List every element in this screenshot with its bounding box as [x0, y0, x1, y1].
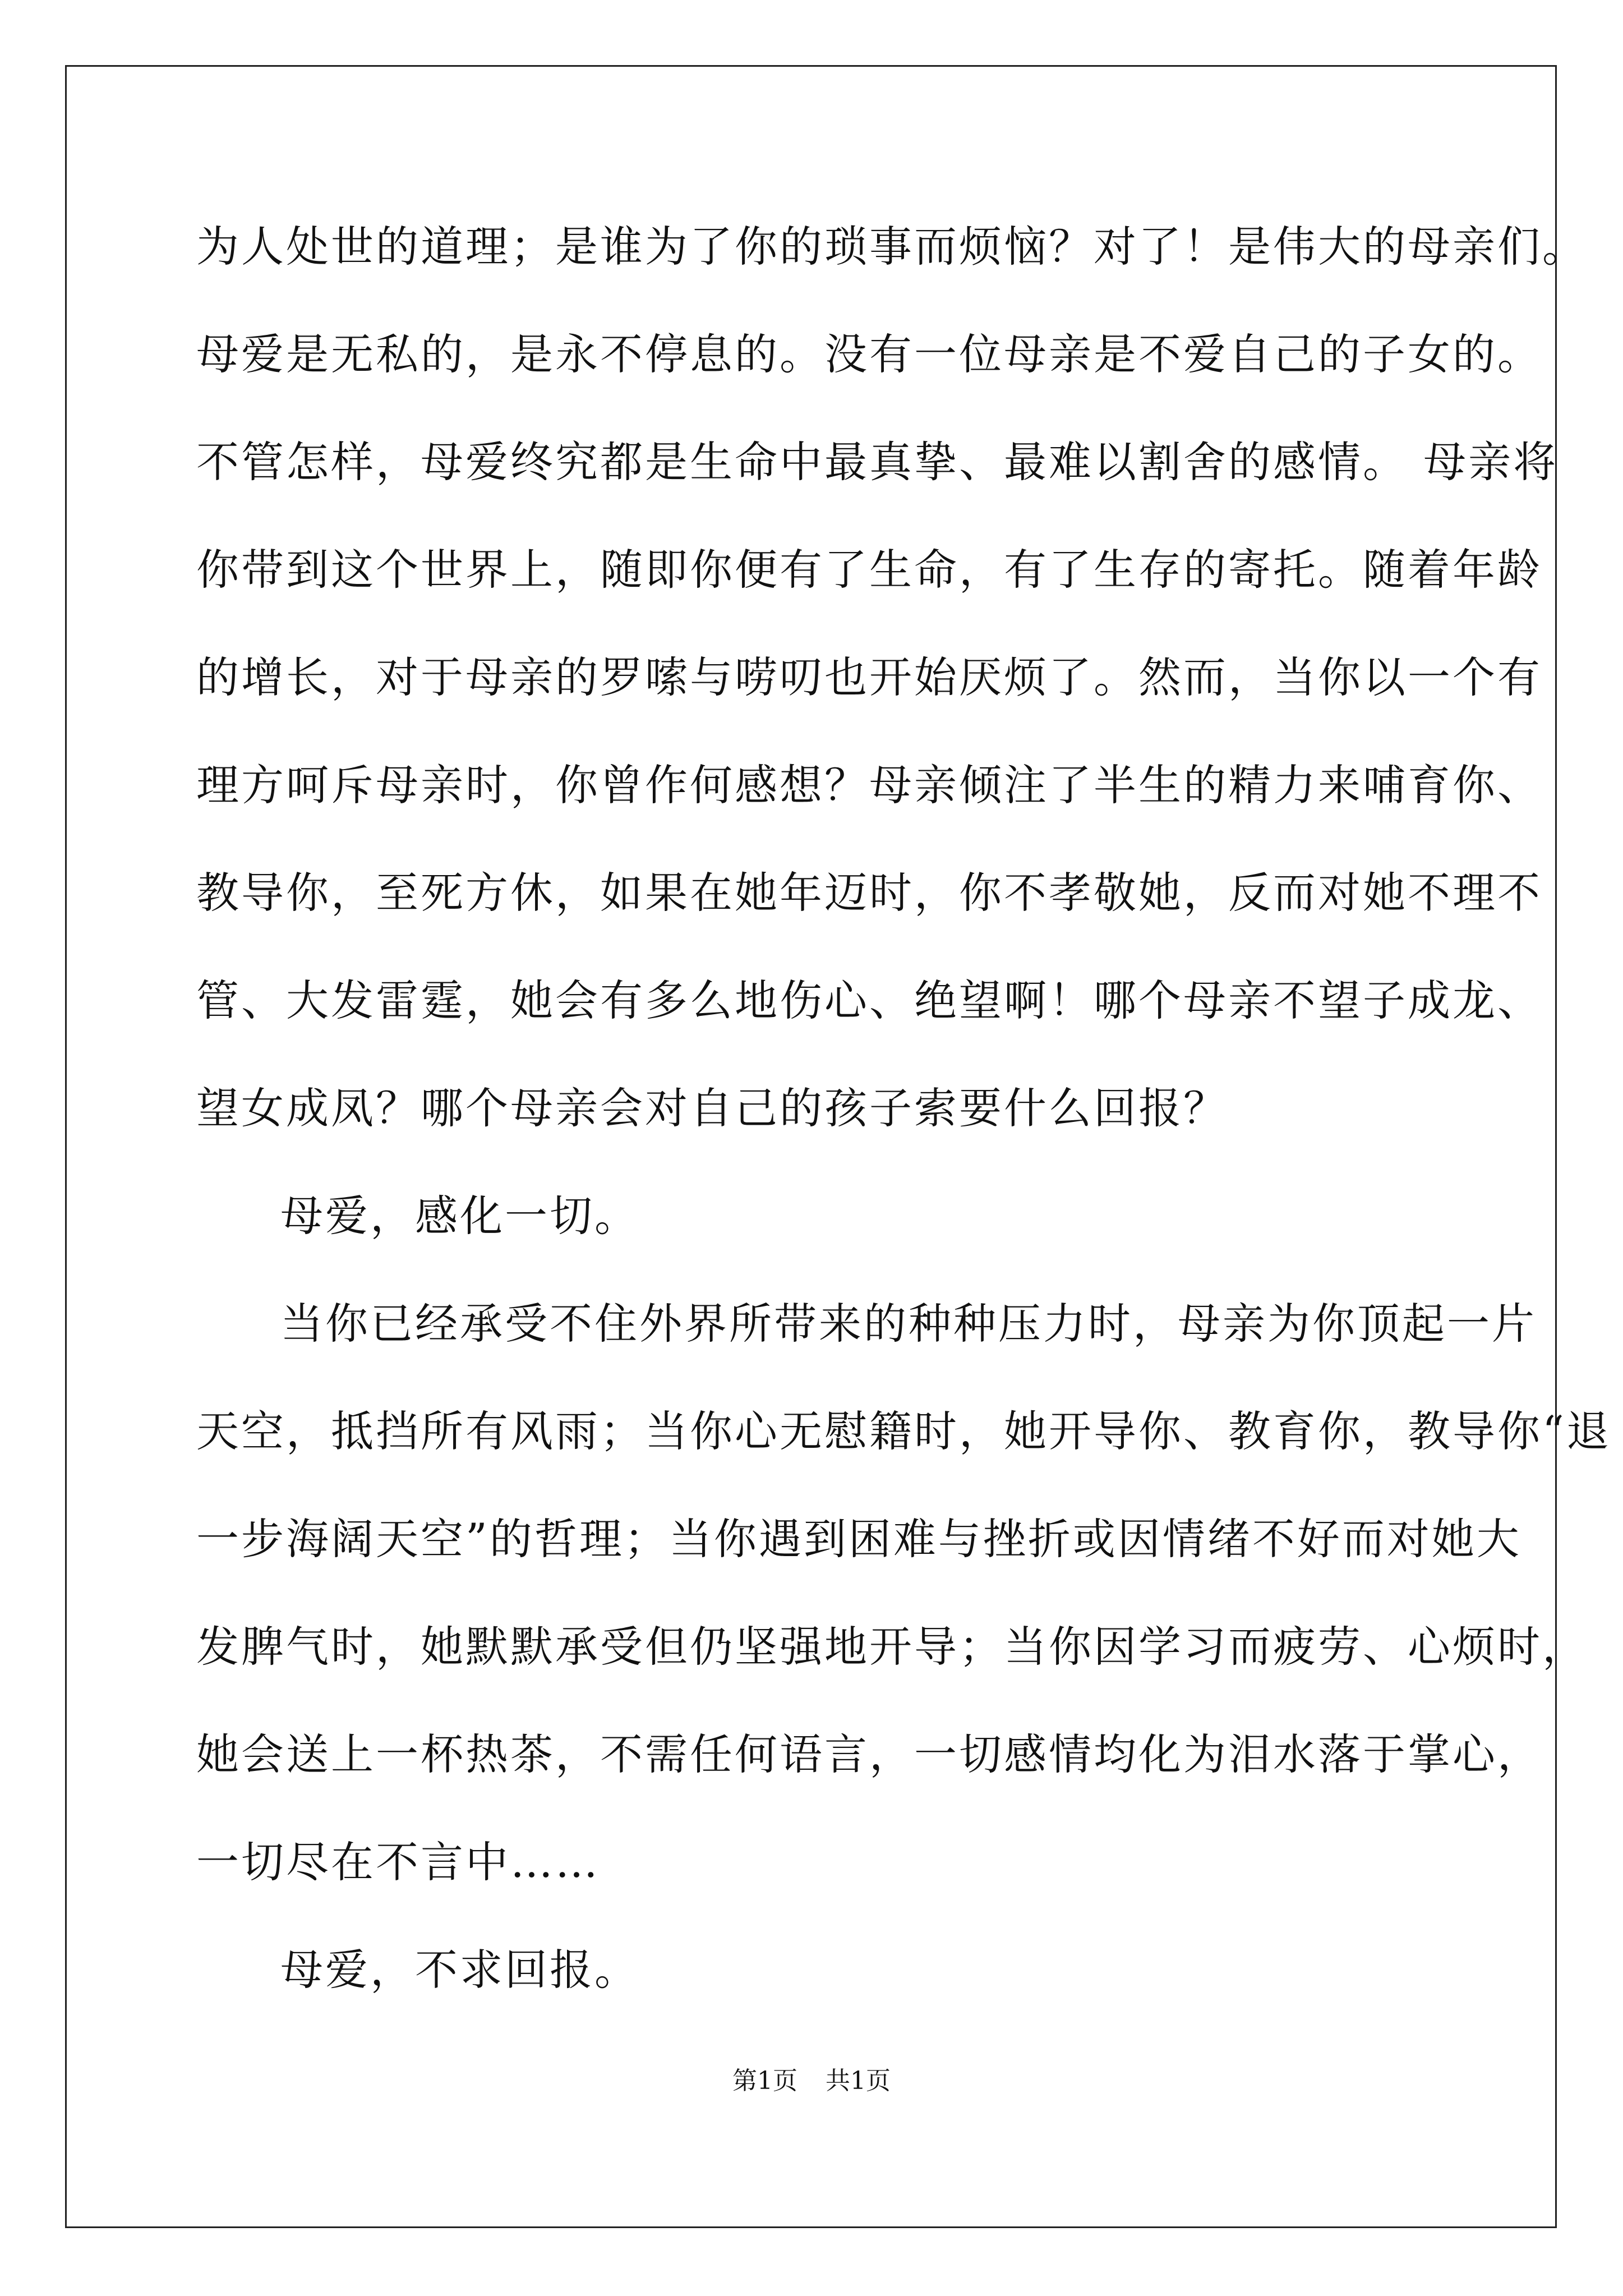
- text-line: 不管怎样，母爱终究都是生命中最真挚、最难以割舍的感情。 母亲将: [196, 437, 1559, 487]
- text-line: 的增长，对于母亲的罗嗦与唠叨也开始厌烦了。然而，当你以一个有: [196, 652, 1542, 702]
- page-number: 第1页: [732, 2067, 797, 2095]
- text-line: 一切尽在不言中……: [196, 1837, 600, 1887]
- text-line: 你带到这个世界上，随即你便有了生命，有了生存的寄托。随着年龄: [196, 545, 1542, 595]
- text-line: 发脾气时，她默默承受但仍坚强地开导；当你因学习而疲劳、心烦时，: [196, 1622, 1587, 1672]
- text-line: 望女成凤？哪个母亲会对自己的孩子索要什么回报？: [196, 1083, 1228, 1133]
- text-line: 天空，抵挡所有风雨；当你心无慰籍时，她开导你、教育你，教导你“退: [196, 1406, 1611, 1456]
- text-line: 理方呵斥母亲时，你曾作何感想？母亲倾注了半生的精力来哺育你、: [196, 760, 1542, 810]
- paragraph-heading: 母爱，感化一切。: [280, 1191, 639, 1241]
- text-line: 管、大发雷霆，她会有多么地伤心、绝望啊！哪个母亲不望子成龙、: [196, 976, 1542, 1025]
- text-line: 为人处世的道理；是谁为了你的琐事而烦恼？对了！是伟大的母亲们。: [196, 222, 1587, 272]
- page-footer: [0, 2064, 1623, 2098]
- text-line: 她会送上一杯热茶，不需任何语言，一切感情均化为泪水落于掌心，: [196, 1729, 1542, 1779]
- document-body: [196, 213, 1611, 2044]
- text-line: 教导你，至死方休，如果在她年迈时，你不孝敬她，反而对她不理不: [196, 868, 1542, 918]
- text-line: 当你已经承受不住外界所带来的种种压力时，母亲为你顶起一片: [280, 1299, 1537, 1349]
- text-line: 母爱是无私的，是永不停息的。没有一位母亲是不爱自己的子女的。: [196, 329, 1542, 379]
- paragraph-heading: 母爱，不求回报。: [280, 1945, 639, 1995]
- page-total: 共1页: [826, 2067, 891, 2095]
- text-line: 一步海阔天空”的哲理；当你遇到困难与挫折或因情绪不好而对她大: [196, 1514, 1521, 1564]
